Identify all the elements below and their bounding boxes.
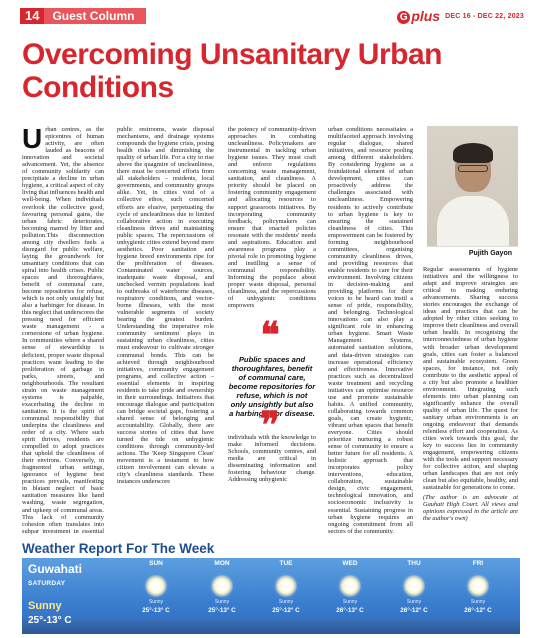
article-column-1 [22, 126, 104, 534]
forecast-temp: 26°-12° C [464, 607, 492, 614]
forecast-day-name: MON [214, 560, 230, 567]
forecast-temp: 26°-13° C [336, 607, 364, 614]
weather-today-condition: Sunny [28, 600, 62, 612]
close-quote-icon: ❞ [260, 405, 280, 445]
forecast-day-name: WED [342, 560, 358, 567]
sun-icon [275, 575, 297, 597]
logo-initial: G [397, 11, 410, 24]
plus-logo [397, 8, 440, 24]
section-label: Guest Column [44, 8, 146, 24]
weather-today-temp: 25°-13° C [28, 615, 72, 626]
column-4-text: urban conditions necessitates a multifaceted approach involving regular dialogue, shared initiatives, and resource pooling among different stakeholders. By considering hygiene as a foundational element of urban development, cities can proactively address the challenges associated with uncleanliness. Empowering residents to actively contribute to urban hygiene is key to ensuring the sustained cleanliness of cities. This empowerment can be fostered by forming neighbourhood committees, organising community cleanliness drives, and providing resources that enable residents to care for their environment. Involving citizens in decision-making and providing platforms for their voices to be heard can instil a sense of pride, responsibility, and belonging. Technological innovations can also play a significant role in enhancing urban hygiene. Smart Waste Management Systems, automated sanitation solutions, and data-driven strategies can increase operational efficiency and effectiveness. Innovative practices such as decentralized waste treatment and recycling initiatives can optimise resource use and promote sustainable habits. A unified community, collaborating towards common goals, can create hygienic, vibrant urban spaces that benefit everyone. Cities should prioritize nurturing a robust sense of community to ensure a better future for all residents. A holistic approach that incorporates policy interventions, education, collaboration, sustainable design, civic engagement, technological innovation, and socioeconomic inclusivity is essential. Sustaining progress in urban hygiene requires an ongoing commitment from all sectors of the community. [328, 126, 413, 534]
article-column-2 [117, 126, 214, 534]
masthead [397, 8, 524, 24]
author-name: Pujith Gayon [427, 246, 518, 260]
forecast-temp: 25°-13° C [208, 607, 236, 614]
forecast-day-name: SUN [149, 560, 163, 567]
forecast-condition: Sunny [278, 599, 294, 605]
column-2-text: public restrooms, waste disposal mechanisms, and drainage systems compounds the hygiene crisis, posing health risks and diminishing the quality of urban life. For a city to rise above the quagmire of uncleanliness, there must be concerted efforts from all stakeholders – residents, local governments, and community groups alike. Yet, in cities void of a collective ethos, such concerted efforts are elusive, perpetuating the cycle of uncleanliness due to limited collaborative action in executing cleanliness drives and maintaining public spaces. The repercussions of unhygienic cities extend beyond mere aesthetics. Poor sanitation and hygiene breed environments ripe for the proliferation of diseases. Contaminated water sources, inadequate waste disposal, and unchecked vermin populations lead to outbreaks of waterborne diseases, respiratory conditions, and vector-borne illnesses, with the most vulnerable segments of society bearing the greatest burden. Understanding the imperative role community sentiment plays in sustaining urban cleanliness, cities must endeavour to cultivate stronger communal bonds. This can be achieved through neighbourhood initiatives, community engagement programs, and collective action – essential elements in inspiring residents to take pride and ownership in their surroundings. Initiatives that encourage dialogue and participation can bridge societal gaps, fostering a shared sense of belonging and accountability. Globally, there are success stories of cities that have turned the tide on unhygienic conditions through community-led actions. The 'Keep Singapore Clean' movement is a testament to how citizen involvement can elevate a city's cleanliness standards. These instances underscore [117, 126, 214, 486]
drop-cap: U [22, 126, 43, 154]
weather-city: Guwahati [28, 562, 83, 576]
article-column-4 [328, 126, 413, 534]
forecast-condition: Sunny [148, 599, 164, 605]
open-quote-icon: ❝ [260, 315, 280, 355]
sun-icon [145, 575, 167, 597]
weather-today-label: SATURDAY [28, 580, 66, 587]
forecast-temp: 26°-12° C [400, 607, 428, 614]
forecast-temp: 25°-13° C [142, 607, 170, 614]
pull-quote: Public spaces and thoroughfares, benefit of communal care, become repositories for refuse, which is not only unsightly but also a harbinger for disease. [228, 355, 316, 418]
article-column-3-continued [228, 434, 316, 534]
column-3-text: the potency of community-driven approaches in combating uncleanliness. Policymakers are instrumental in tackling urban hygiene issues. They must craft and enforce regulations concerning waste management, sanitation, and cleanliness. A priority should be placed on fostering community engagement and allocating resources to support grassroots initiatives. By incorporating community feedback, policymakers can ensure that enacted policies resonate with the residents' needs and aspirations. Education and awareness programs play a pivotal role in promoting hygiene and instilling a sense of communal responsibility. Informing the populace about proper waste disposal, personal cleanliness, and the repercussions of unhygienic conditions empowers [228, 126, 316, 310]
forecast-day-name: TUE [279, 560, 293, 567]
issue-dates: DEC 16 - DEC 22, 2023 [445, 12, 524, 20]
sun-icon [211, 575, 233, 597]
forecast-temp: 25°-12° C [272, 607, 300, 614]
forecast-condition: Sunny [342, 599, 358, 605]
logo-text: plus [411, 8, 441, 24]
weather-panel [22, 558, 520, 634]
forecast-day-name: THU [407, 560, 421, 567]
article-column-5 [423, 266, 518, 534]
column-5-text: Regular assessments of hygiene initiatives and the willingness to adapt and improve strategies are critical to making enduring advancements. Sharing success stories encourages the exchange of ideas and practices that can be adopted by other cities seeking to improve their cleanliness and overall urban health. In recognising the interconnectedness of urban hygiene with broader urban development goals, cities can foster a balanced and sustainable ecosystem. Green spaces, for instance, not only contribute to the aesthetic appeal of a city but also promote a healthier environment. Integrating such elements into urban planning can significantly enhance the overall quality of urban life. The quest for sanitary urban environments is an ongoing endeavour that demands relentless effort and cooperation. As cities work towards this goal, the key to success lies in community engagement, empowering citizens with the tools and support necessary for collective action, and shaping urban landscapes that are not only clean but also equitable, healthy, and sustainable for generations to come. [423, 266, 518, 492]
forecast-condition: Sunny [406, 599, 422, 605]
page-number: 14 [20, 8, 44, 24]
column-3b-text: individuals with the knowledge to make informed decisions. Schools, community centres, and media are critical in disseminating information and fostering behaviour change. Addressing unhygienic [228, 434, 316, 484]
forecast-condition: Sunny [214, 599, 230, 605]
page-header [0, 0, 540, 30]
section-tag [20, 8, 146, 24]
weather-title: Weather Report For The Week [22, 541, 215, 556]
forecast-day-name: FRI [472, 560, 484, 567]
forecast-condition: Sunny [470, 599, 486, 605]
sun-icon [339, 575, 361, 597]
column-1-text: rban centres, as the epicentres of human activity, are often lauded as beacons of innovation and societal advancement. Yet, the absence of community solidarity can precipitate a decline in urban hygiene, a critical aspect of city living that influences health and well-being. When individuals overlook the collective good, favouring personal gains, the urban fabric deteriorates, becoming marred by litter and pollution.This disconnection among city dwellers fuels a disregard for public welfare, laying the groundwork for unsanitary conditions that can spiral into health crises. Public spaces and thoroughfares, benefit of communal care, become repositories for refuse, which is not only unsightly but also a harbinger for disease. In this neglect that underscores the pressing need for efficient waste management - a cornerstone of urban hygiene. In communities where a shared sense of stewardship is deficient, proper waste disposal practices wane leading to the proliferation of garbage in parks, streets, and neighbourhoods. The resultant strain on waste management systems is palpable, exacerbating the decline in sanitation. It is the spirit of communal responsibility that underpins the cleanliness and order of a city. Where such spirit thrives, residents are compelled to adopt practices that uphold the cleanliness of their environs. Conversely, in fragmented urban settings, ignorance of hygiene best practices prevails, manifesting in blatant neglect of basic sanitation measures like hand washing, waste segregation, and upkeep of communal areas. This lack of community cohesion often translates into subpar investment in essential [22, 126, 104, 534]
author-photo [427, 126, 518, 260]
article-headline: Overcoming Unsanitary Urban Conditions [22, 38, 442, 104]
article-column-3 [228, 126, 316, 322]
author-note: (The author is an advocate at Gauhati High Court. All views and opinions expressed in the article are the author's own) [423, 493, 518, 522]
sun-icon [467, 575, 489, 597]
sun-icon [403, 575, 425, 597]
